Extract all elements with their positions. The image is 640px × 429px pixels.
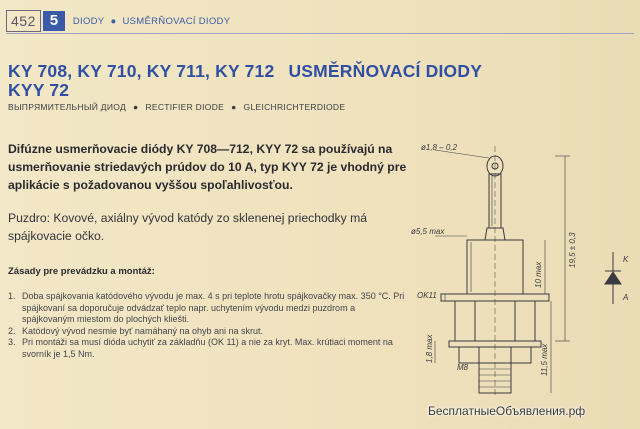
header-breadcrumb xyxy=(73,16,231,27)
dim-wrench-label: OK11 xyxy=(417,291,437,300)
housing-paragraph: Puzdro: Kovové, axiálny vývod katódy zo sklenenej priechodky má spájkovacie očko. xyxy=(8,211,368,243)
header-category: DIODY xyxy=(72,15,105,27)
dim-base-label: 1,8 max xyxy=(425,334,434,363)
dim-total-label: 19,5 ± 0,3 xyxy=(568,232,577,268)
dim-hole-label: ø1,8 – 0,2 xyxy=(421,143,458,152)
page-number: 452 xyxy=(6,10,41,32)
watermark: БесплатныеОбъявления.рф xyxy=(428,404,586,418)
page-title xyxy=(8,62,528,100)
bullet-separator: ● xyxy=(231,102,237,112)
subtitle-russian: ВЫПРЯМИТЕЛЬНЫЙ ДИОД xyxy=(8,102,127,112)
rules-list xyxy=(8,291,408,360)
header-divider xyxy=(6,33,634,34)
bullet-separator: ● xyxy=(133,102,139,112)
dim-thread-label: M8 xyxy=(457,363,469,372)
subtitle-german: GLEICHRICHTERDIODE xyxy=(243,102,346,112)
intro-paragraph: Difúzne usmerňovacie diódy KY 708—712, KYY 72 sa používajú na usmerňovanie striedavých prúdov do 10 A, typ KYY 72 je vhodný pre aplikácie s požadovanou vyššou spoľahlivosťou. xyxy=(8,142,407,192)
title-models-2: KYY 72 xyxy=(8,80,70,100)
subtitle-translations xyxy=(8,102,345,112)
list-item: 1. Doba spájkovania katódového vývodu je max. 4 s pri teplote hrotu spájkovačky max. 350 °C. Pri spájkovaní sa doporučuje odvádzať teplo napr. uchytením vývodu medzi puzdrom a spájkovaným miestom do plochých kliešti. xyxy=(8,291,405,324)
dim-upper-label: 10 max xyxy=(534,261,543,288)
anode-label: A xyxy=(623,293,629,302)
title-models: KY 708, KY 710, KY 711, KY 712 xyxy=(8,61,275,81)
rules-heading: Zásady pre prevádzku a montáž: xyxy=(8,266,155,277)
page-header xyxy=(6,10,230,32)
list-item: 2. Katódový vývod nesmie byť namáhaný na ohyb ani na skrut. xyxy=(8,325,264,336)
dim-body-label: ø5,5 max xyxy=(411,227,445,236)
bullet-separator: ● xyxy=(110,15,117,27)
list-item: 3. Pri montáži sa musí dióda uchytiť za základňu (OK 11) a nie za kryt. Max. krútiaci moment na svorník je 1,5 Nm. xyxy=(8,337,393,359)
diode-outline-drawing xyxy=(405,128,635,398)
cathode-label: K xyxy=(623,255,629,264)
title-type: USMĚRŇOVACÍ DIODY xyxy=(288,61,483,81)
header-subcategory: USMĚRŇOVACÍ DIODY xyxy=(122,15,231,27)
dim-lower-label: 11,5 max xyxy=(540,343,549,376)
section-number: 5 xyxy=(43,11,65,31)
subtitle-english: RECTIFIER DIODE xyxy=(145,102,225,112)
